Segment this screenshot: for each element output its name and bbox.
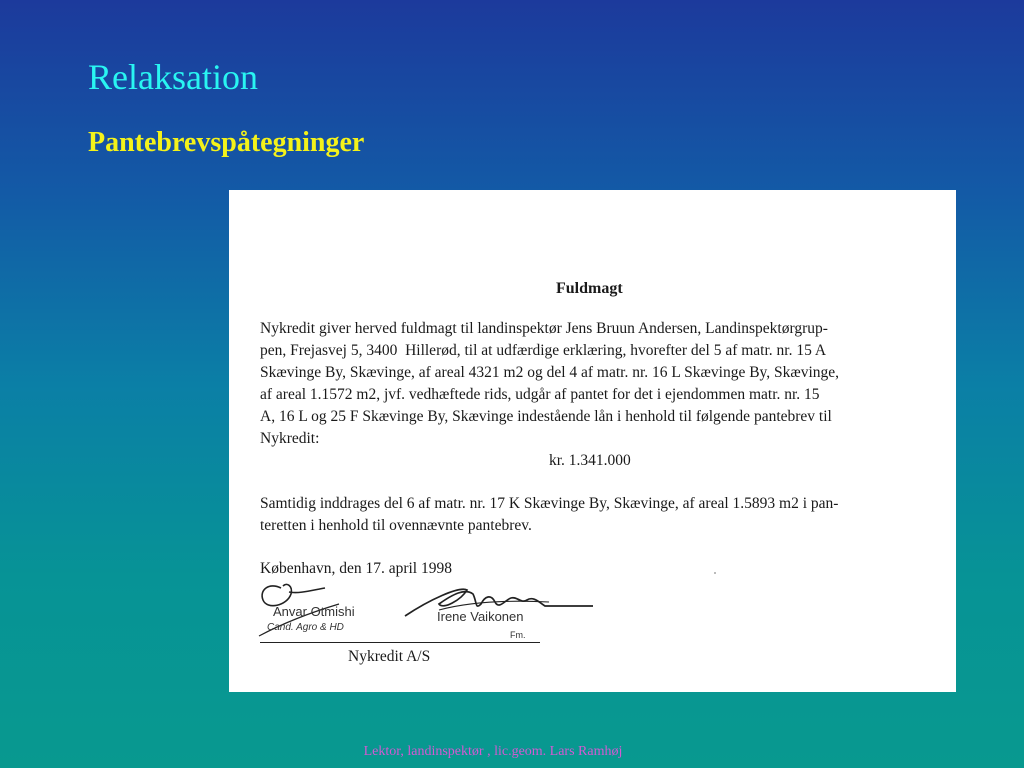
document-place-date: København, den 17. april 1998	[260, 560, 452, 577]
document-heading: Fuldmagt	[556, 280, 623, 297]
scanned-document	[229, 190, 956, 692]
slide-title: Relaksation	[88, 57, 258, 97]
scan-speck	[714, 572, 716, 574]
document-amount: kr. 1.341.000	[549, 452, 631, 469]
slide-footer: Lektor, landinspektør , lic.geom. Lars Ramhøj	[363, 744, 623, 759]
document-paragraph-1: Nykredit giver herved fuldmagt til landinspektør Jens Bruun Andersen, Landinspektørgrup- pen, Frejasvej 5, 3400 Hillerød, til at udfærdige erklæring, hvorefter del 5 af matr. nr. 15 A Skævinge By, Skævinge, af areal 4321 m2 og del 4 af matr. nr. 16 L Skævinge By, Skævinge, af areal 1.1572 m2, jvf. vedhæftede rids, udgår af pantet for det i ejendommen matr. nr. 15 A, 16 L og 25 F Skævinge By, Skævinge indestående lån i henhold til følgende pantebrev til Nykredit:	[260, 320, 840, 447]
slide-subtitle: Pantebrevspåtegninger	[88, 127, 365, 158]
signatory-2-title: Fm.	[510, 630, 526, 640]
document-paragraph-2: Samtidig inddrages del 6 af matr. nr. 17 K Skævinge By, Skævinge, af areal 1.5893 m2 i pan- teretten i henhold til ovennævnte pantebrev.	[260, 495, 839, 534]
signatory-1-title: Cand. Agro & HD	[267, 622, 344, 633]
signatory-1-name: Anvar Otmishi	[273, 604, 355, 619]
signature-1-scribble	[262, 584, 325, 605]
signature-line	[260, 642, 540, 643]
signatory-2-name: Irene Vaikonen	[437, 609, 524, 624]
document-company: Nykredit A/S	[348, 648, 431, 665]
